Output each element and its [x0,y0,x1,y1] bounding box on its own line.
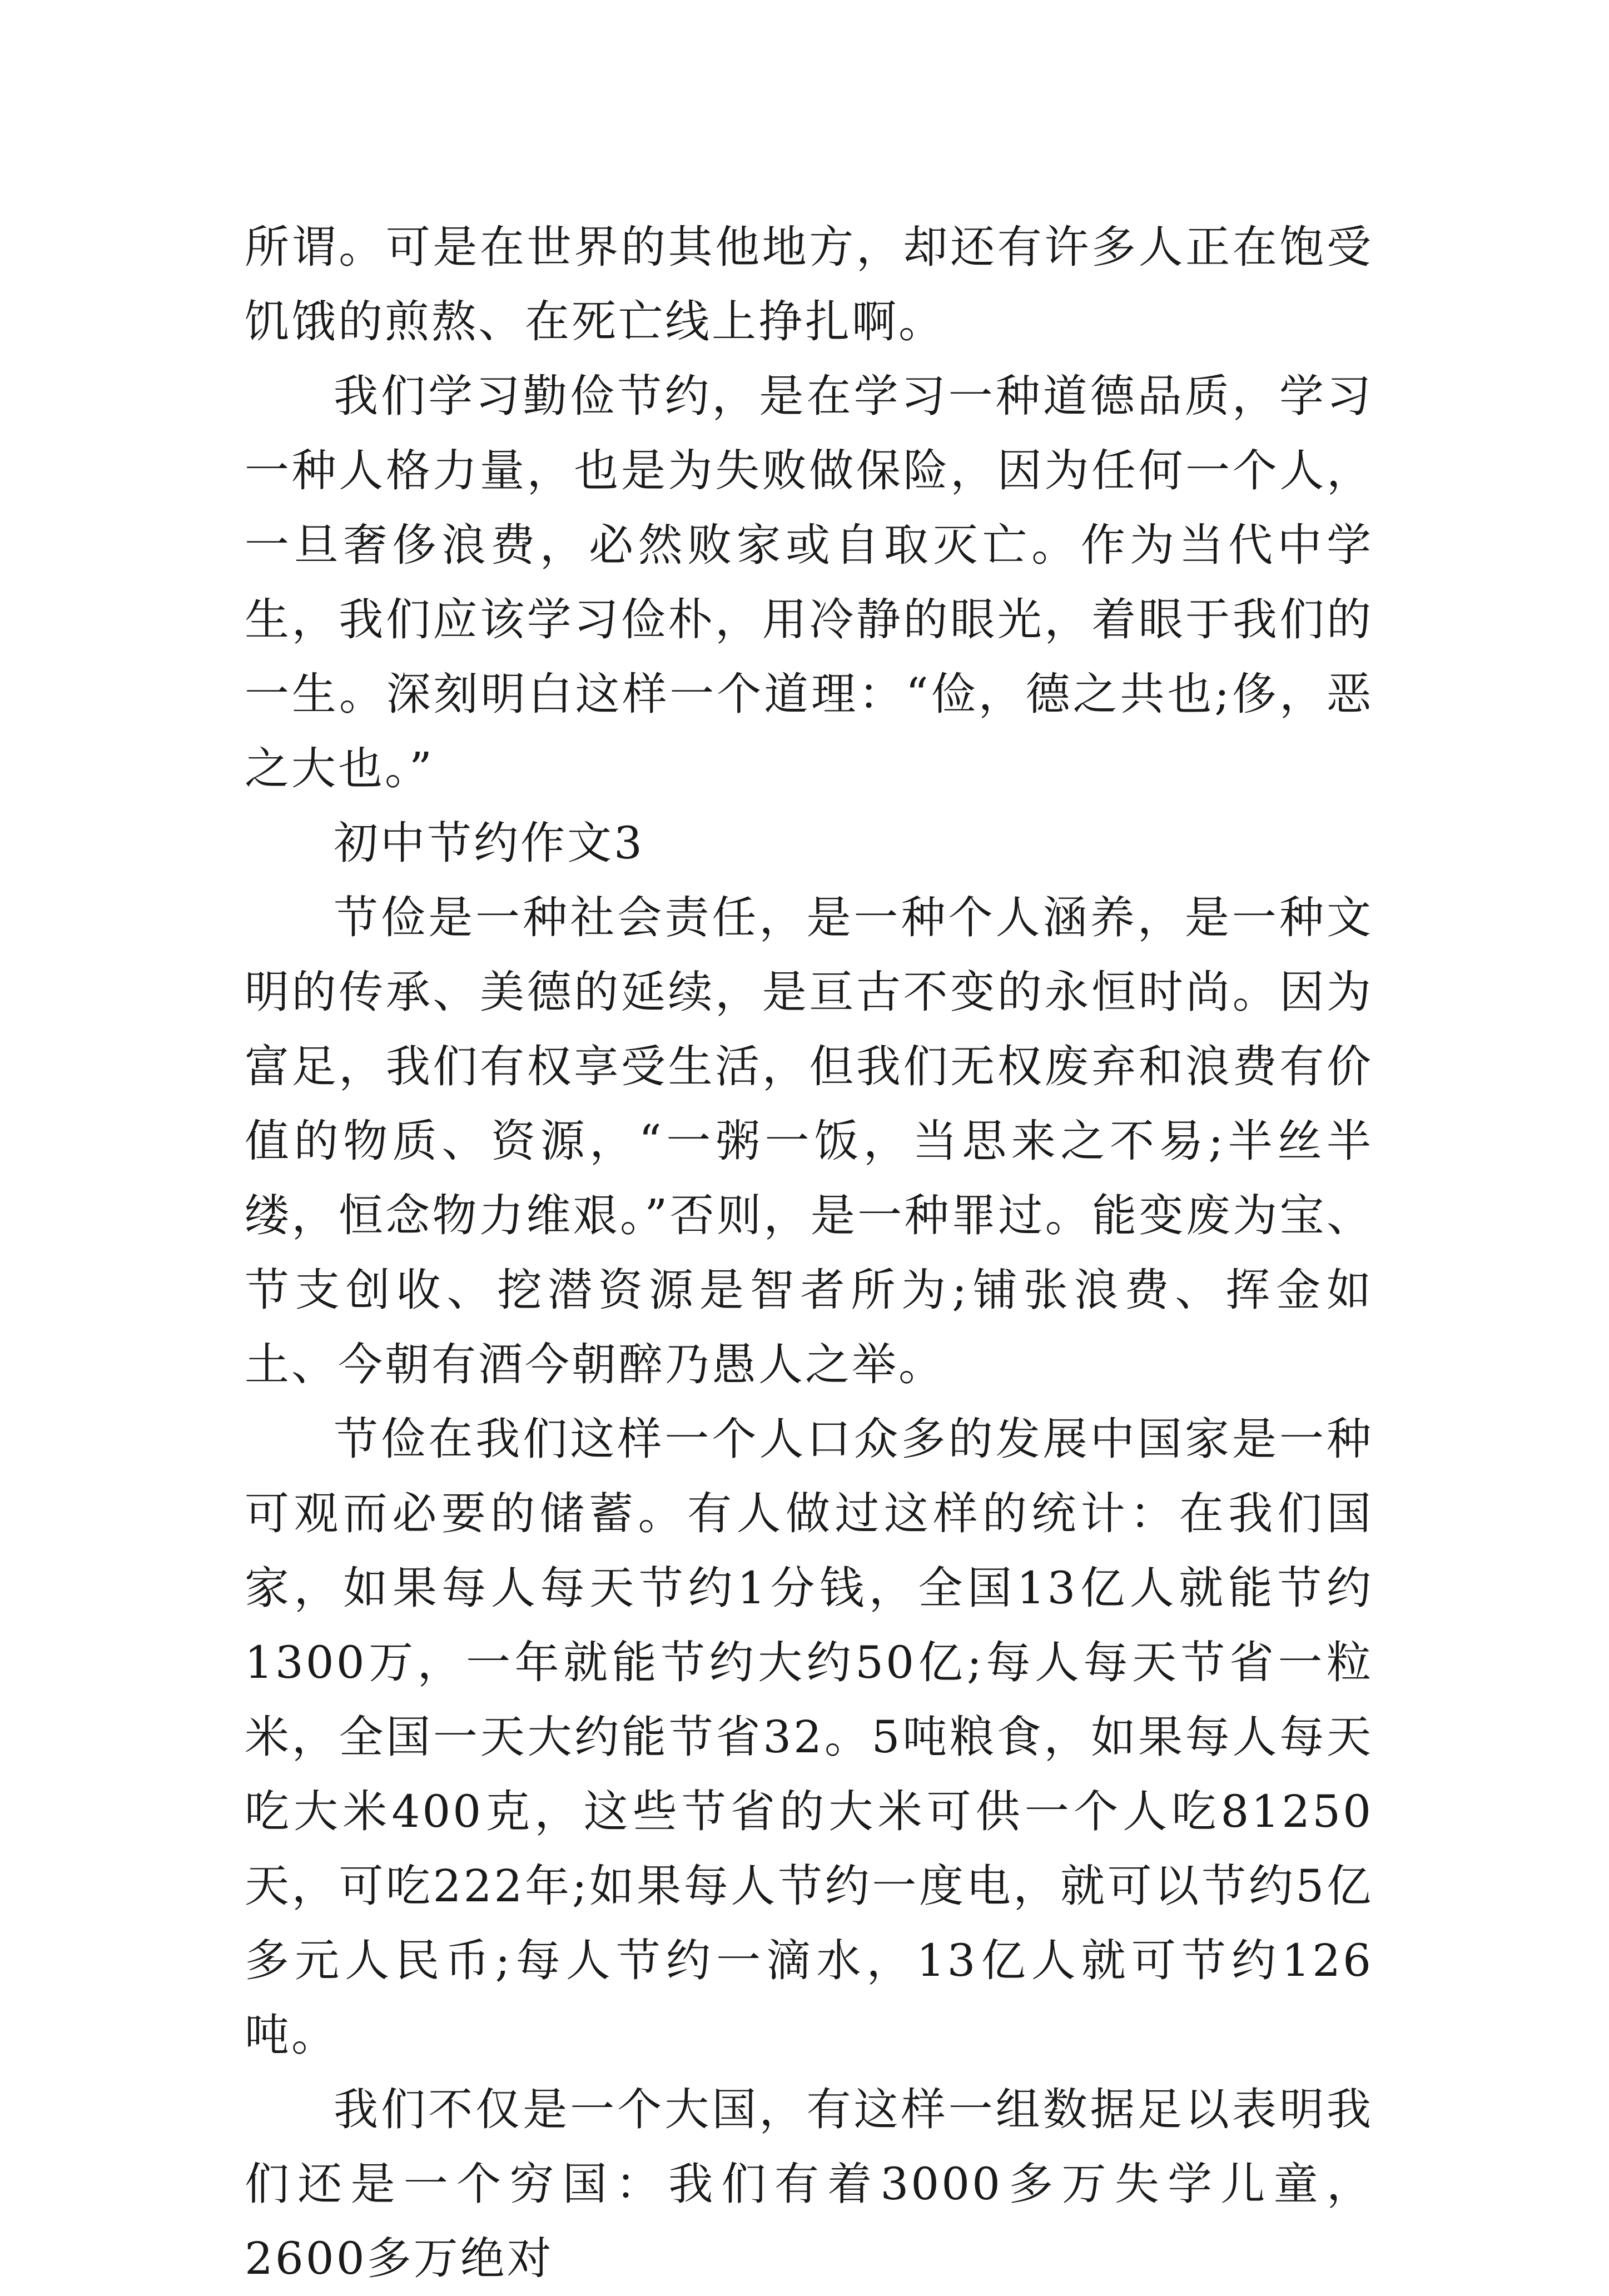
paragraph-continuation: 所谓。可是在世界的其他地方，却还有许多人正在饱受饥饿的煎熬、在死亡线上挣扎啊。 [245,221,1373,347]
document-body [245,210,1373,2296]
paragraph: 我们学习勤俭节约，是在学习一种道德品质，学习一种人格力量，也是为失败做保险，因为任何一个人，一旦奢侈浪费，必然败家或自取灭亡。作为当代中学生，我们应该学习俭朴，用冷静的眼光，着眼于我们的一生。深刻明白这样一个道理：“俭，德之共也;侈，恶之大也。” [245,370,1373,794]
paragraph: 节俭是一种社会责任，是一种个人涵养，是一种文明的传承、美德的延续，是亘古不变的永恒时尚。因为富足，我们有权享受生活，但我们无权废弃和浪费有价值的物质、资源，“一粥一饭，当思来之不易;半丝半缕，恒念物力维艰。”否则，是一种罪过。能变废为宝、节支创收、挖潜资源是智者所为;铺张浪费、挥金如土、今朝有酒今朝醉乃愚人之举。 [245,892,1373,1390]
section-heading: 初中节约作文3 [334,817,644,869]
paragraph: 节俭在我们这样一个人口众多的发展中国家是一种可观而必要的储蓄。有人做过这样的统计：在我们国家，如果每人每天节约1分钱，全国13亿人就能节约1300万，一年就能节约大约50亿;每人每天节省一粒米，全国一天大约能节省32。5吨粮食，如果每人每天吃大米400克，这些节省的大米可供一个人吃81250天，可吃222年;如果每人节约一度电，就可以节约5亿多元人民币;每人节约一滴水，13亿人就可节约126吨。 [245,1413,1373,2061]
paragraph: 我们不仅是一个大国，有这样一组数据足以表明我们还是一个穷国：我们有着3000多万失学儿童，2600多万绝对 [245,2084,1373,2284]
